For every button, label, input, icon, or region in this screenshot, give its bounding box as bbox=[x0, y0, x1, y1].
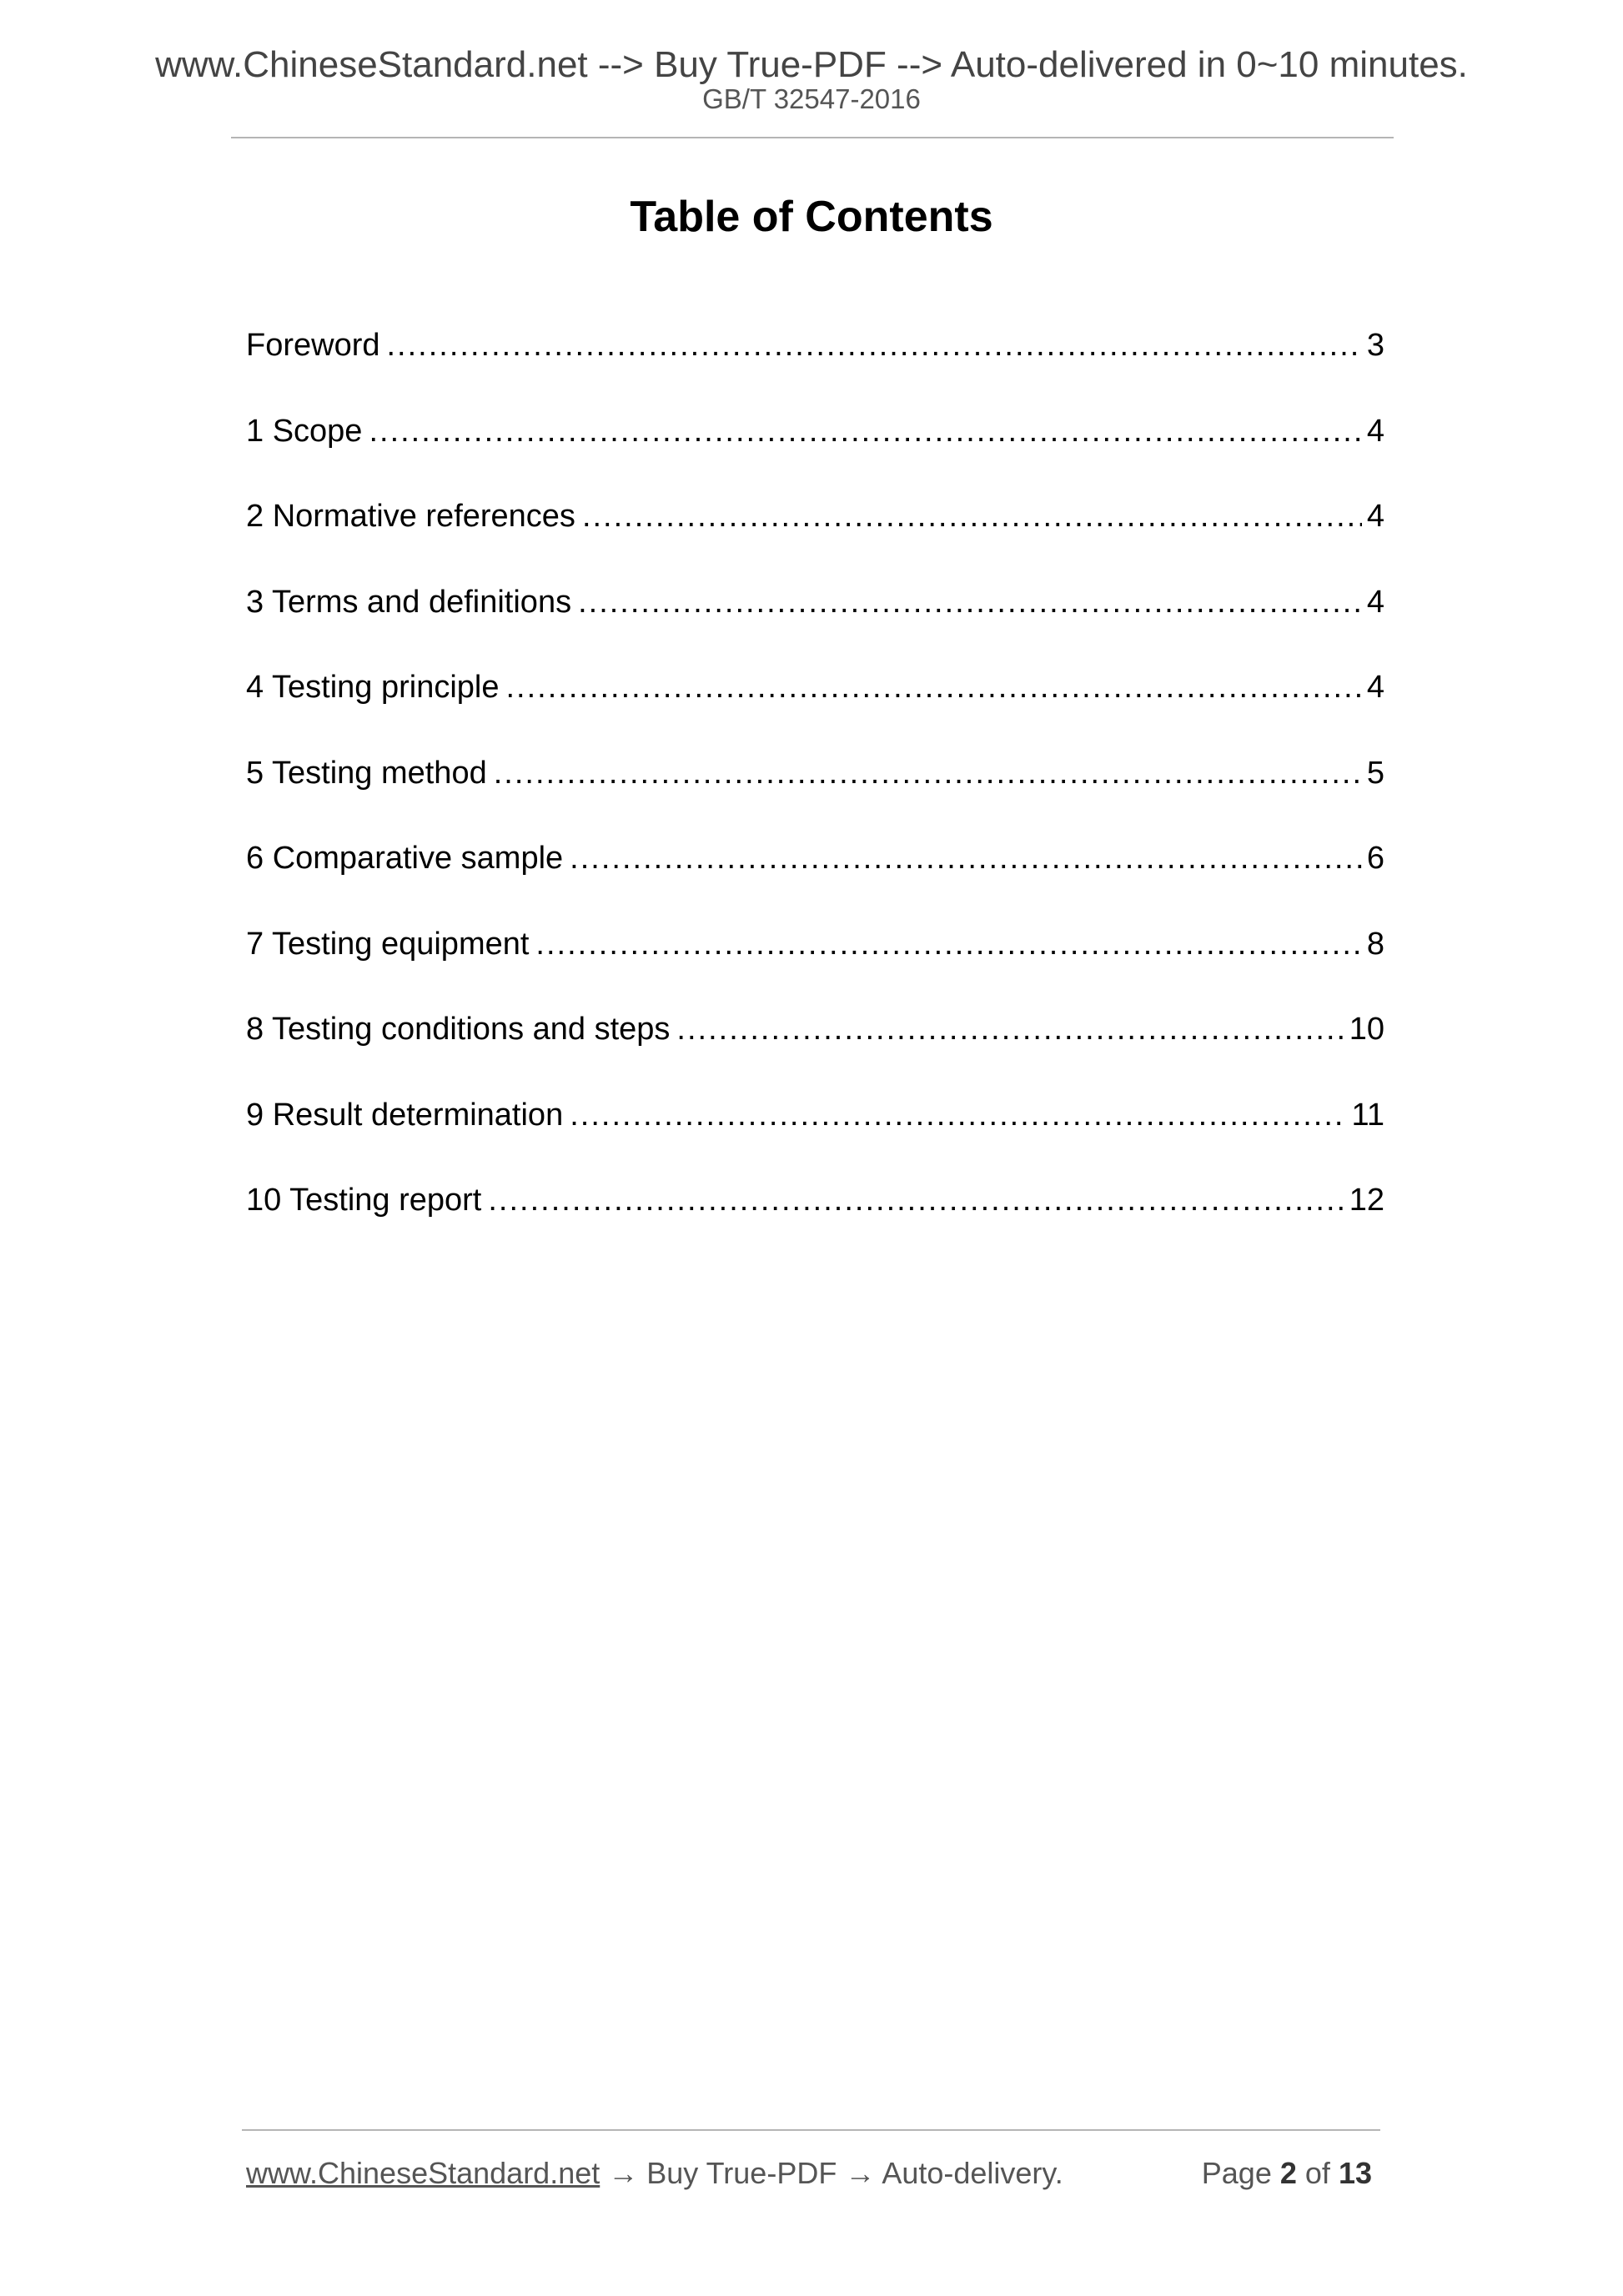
toc-dot-leader bbox=[494, 751, 1362, 795]
header-banner: www.ChineseStandard.net --> Buy True-PDF --> Auto-delivered in 0~10 minutes. bbox=[155, 44, 1468, 85]
toc-entry-testing-principle[interactable] bbox=[246, 666, 1384, 751]
toc-entry-page: 4 bbox=[1366, 584, 1384, 620]
toc-entry-page: 8 bbox=[1366, 926, 1384, 962]
toc-entry-page: 10 bbox=[1349, 1012, 1384, 1047]
toc-list bbox=[246, 324, 1384, 1264]
standard-code: GB/T 32547-2016 bbox=[702, 83, 921, 114]
toc-entry-foreword[interactable] bbox=[246, 324, 1384, 409]
toc-entry-label: 6 Comparative sample bbox=[246, 841, 564, 876]
toc-entry-page: 4 bbox=[1366, 499, 1384, 534]
page-number-indicator bbox=[1202, 2153, 1372, 2193]
toc-entry-label: 5 Testing method bbox=[246, 755, 487, 791]
toc-dot-leader bbox=[535, 922, 1361, 966]
toc-entry-scope[interactable] bbox=[246, 409, 1384, 495]
toc-entry-comparative-sample[interactable] bbox=[246, 837, 1384, 922]
toc-entry-page: 6 bbox=[1366, 841, 1384, 876]
footer-divider bbox=[242, 2129, 1380, 2131]
toc-dot-leader bbox=[505, 666, 1361, 709]
footer-promo bbox=[246, 2153, 1063, 2193]
toc-entry-page: 4 bbox=[1366, 413, 1384, 449]
toc-entry-label: 1 Scope bbox=[246, 413, 363, 449]
toc-dot-leader bbox=[578, 580, 1362, 624]
toc-entry-testing-equipment[interactable] bbox=[246, 922, 1384, 1008]
toc-entry-page: 11 bbox=[1351, 1097, 1384, 1133]
toc-dot-leader bbox=[676, 1007, 1344, 1051]
page-title: Table of Contents bbox=[630, 193, 993, 241]
toc-entry-label: 7 Testing equipment bbox=[246, 926, 530, 962]
footer-website-link[interactable]: www.ChineseStandard.net bbox=[246, 2156, 600, 2190]
footer-tagline: → Buy True-PDF → Auto-delivery. bbox=[600, 2156, 1063, 2190]
toc-dot-leader bbox=[369, 409, 1361, 453]
toc-entry-result-determination[interactable] bbox=[246, 1093, 1384, 1179]
toc-entry-label: 4 Testing principle bbox=[246, 670, 500, 705]
page-word: Page bbox=[1201, 2156, 1272, 2190]
toc-entry-page: 5 bbox=[1366, 755, 1384, 791]
toc-dot-leader bbox=[387, 324, 1362, 367]
toc-entry-normative-references[interactable] bbox=[246, 495, 1384, 580]
current-page-number: 2 bbox=[1279, 2156, 1297, 2190]
toc-dot-leader bbox=[488, 1178, 1344, 1222]
toc-entry-label: 2 Normative references bbox=[246, 499, 575, 534]
of-word: of bbox=[1304, 2156, 1330, 2190]
toc-entry-label: 9 Result determination bbox=[246, 1097, 564, 1133]
toc-entry-page: 12 bbox=[1349, 1183, 1384, 1218]
header-divider bbox=[231, 137, 1394, 138]
toc-entry-label: 8 Testing conditions and steps bbox=[246, 1012, 671, 1047]
toc-entry-label: Foreword bbox=[246, 328, 380, 363]
toc-entry-label: 3 Terms and definitions bbox=[246, 584, 572, 620]
total-page-count: 13 bbox=[1338, 2156, 1372, 2190]
toc-dot-leader bbox=[570, 837, 1362, 880]
toc-entry-page: 4 bbox=[1366, 670, 1384, 705]
toc-entry-testing-method[interactable] bbox=[246, 751, 1384, 837]
toc-entry-page: 3 bbox=[1366, 328, 1384, 363]
toc-dot-leader bbox=[582, 495, 1362, 538]
toc-entry-terms-and-definitions[interactable] bbox=[246, 580, 1384, 666]
toc-entry-testing-report[interactable] bbox=[246, 1178, 1384, 1264]
toc-dot-leader bbox=[570, 1093, 1346, 1137]
toc-entry-testing-conditions-and-steps[interactable] bbox=[246, 1007, 1384, 1093]
toc-entry-label: 10 Testing report bbox=[246, 1183, 482, 1218]
